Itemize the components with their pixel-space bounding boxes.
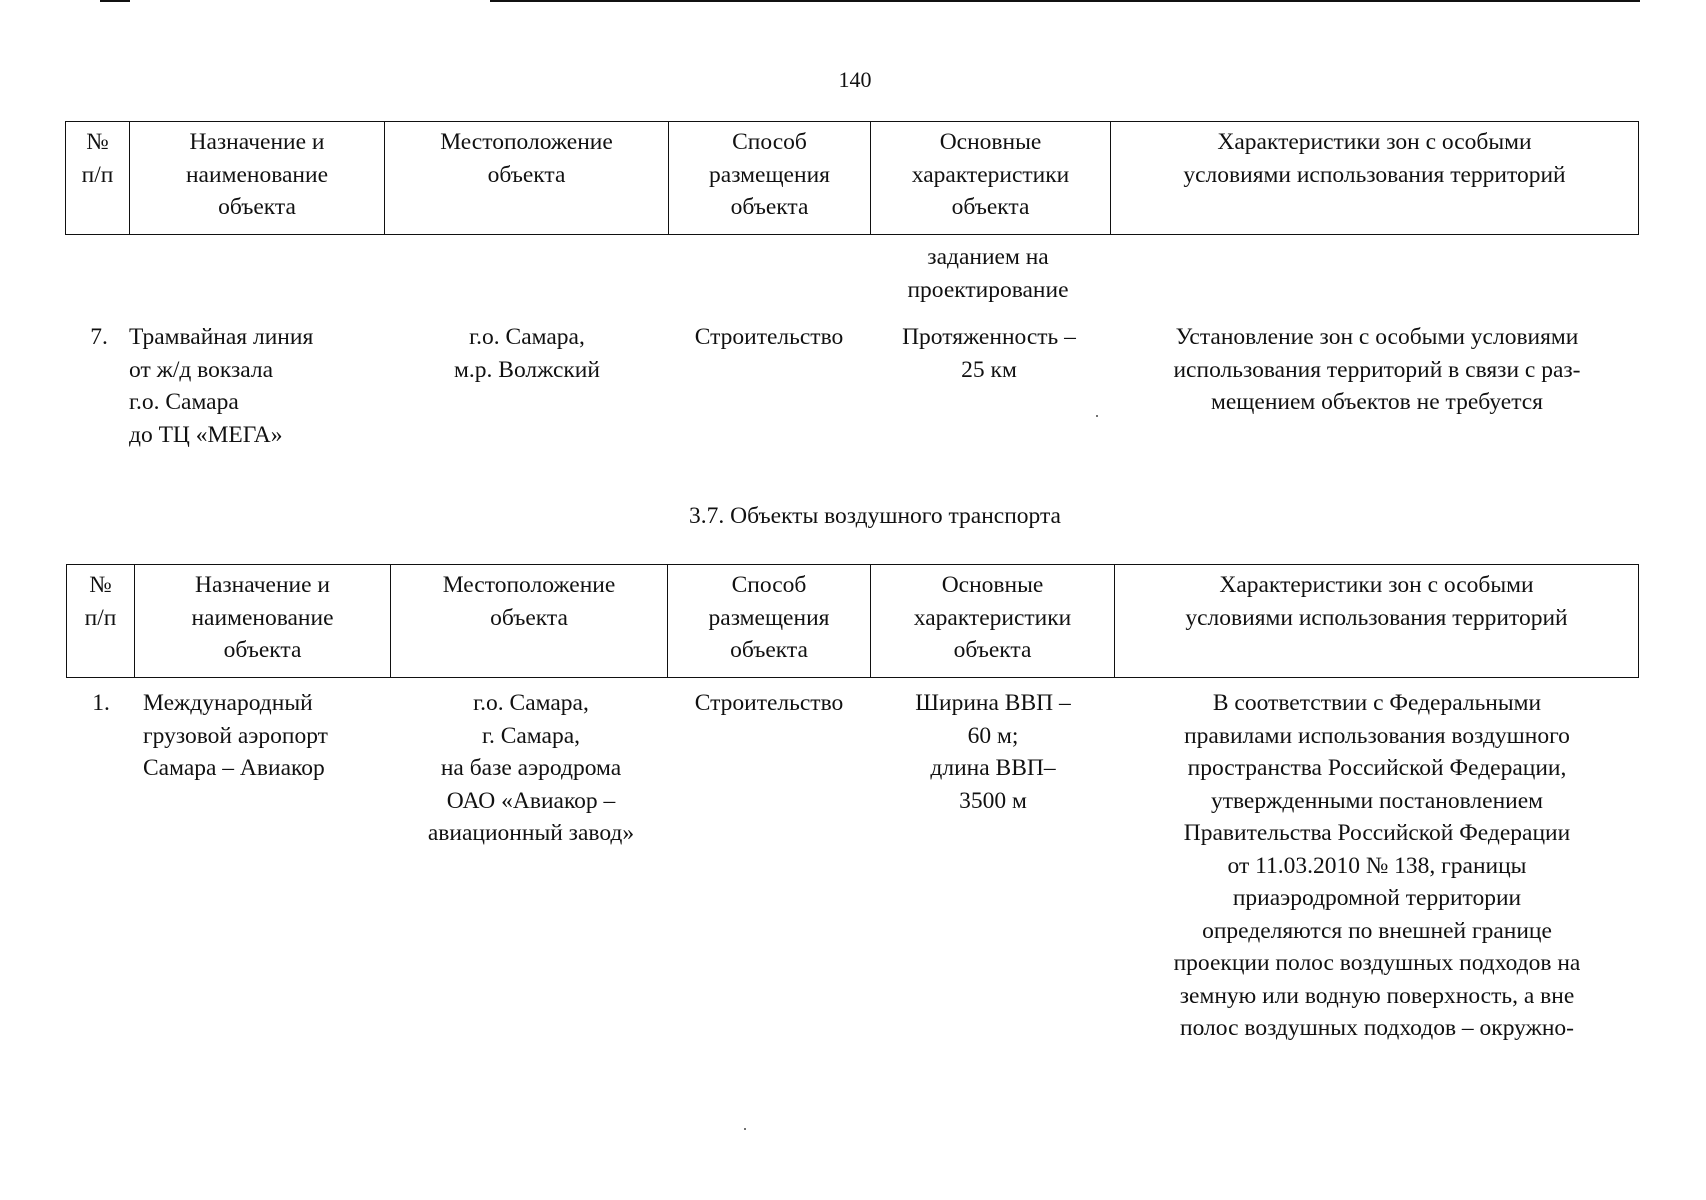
row1-zones: В соответствии с Федеральными правилами использования воздушного пространства Российской Федерации, утвержденными постановлением Правительства Российской Федерации от 11.03.2010 № 138, границы приаэродромной территории определяются по внешней границе проекции полос воздушных подходов на земную или водную поверхность, а вне полос воздушных подходов – окружно- <box>1173 690 1581 1041</box>
header-name: Назначение и наименование объекта <box>130 122 385 235</box>
row7-name: Трамвайная линия от ж/д вокзала г.о. Самара до ТЦ «МЕГА» <box>129 324 314 448</box>
header-location: Местоположение объекта <box>385 122 669 235</box>
top-rule-right <box>490 0 1640 2</box>
header-location: Местоположение объекта <box>391 565 668 678</box>
row1-location: г.о. Самара, г. Самара, на базе аэродрома ОАО «Авиакор – авиационный завод» <box>427 690 635 846</box>
header-name: Назначение и наименование объекта <box>135 565 391 678</box>
row7-characteristics: Протяженность – 25 км <box>902 324 1076 383</box>
header-characteristics: Основные характеристики объекта <box>871 565 1115 678</box>
row1-characteristics: Ширина ВВП – 60 м; длина ВВП– 3500 м <box>915 690 1071 814</box>
row7-method: Строительство <box>694 324 844 350</box>
top-rule-left <box>100 0 130 2</box>
section-title: 3.7. Объекты воздушного транспорта <box>689 503 1061 529</box>
scan-speck <box>1096 415 1098 417</box>
row7-zones: Установление зон с особыми условиями использования территорий в связи с раз- мещением объектов не требуется <box>1173 324 1581 415</box>
row7-location: г.о. Самара, м.р. Волжский <box>454 324 600 383</box>
header-row <box>66 122 1639 235</box>
carryover-characteristics: заданием на проектирование <box>907 244 1069 303</box>
header-characteristics: Основные характеристики объекта <box>871 122 1111 235</box>
row1-name: Международный грузовой аэропорт Самара – Авиакор <box>143 690 328 781</box>
header-table-1 <box>65 121 1639 235</box>
row7-number: 7. <box>90 324 108 350</box>
header-row <box>67 565 1639 678</box>
row1-method: Строительство <box>694 690 844 716</box>
header-method: Способ размещения объекта <box>668 565 871 678</box>
header-num: № п/п <box>66 122 130 235</box>
header-num: № п/п <box>67 565 135 678</box>
row1-number: 1. <box>92 690 110 716</box>
header-zones: Характеристики зон с особыми условиями использования территорий <box>1115 565 1639 678</box>
header-method: Способ размещения объекта <box>669 122 871 235</box>
page-number: 140 <box>838 67 872 92</box>
header-zones: Характеристики зон с особыми условиями использования территорий <box>1111 122 1639 235</box>
header-table-2 <box>66 564 1639 678</box>
scan-speck <box>744 1128 746 1130</box>
